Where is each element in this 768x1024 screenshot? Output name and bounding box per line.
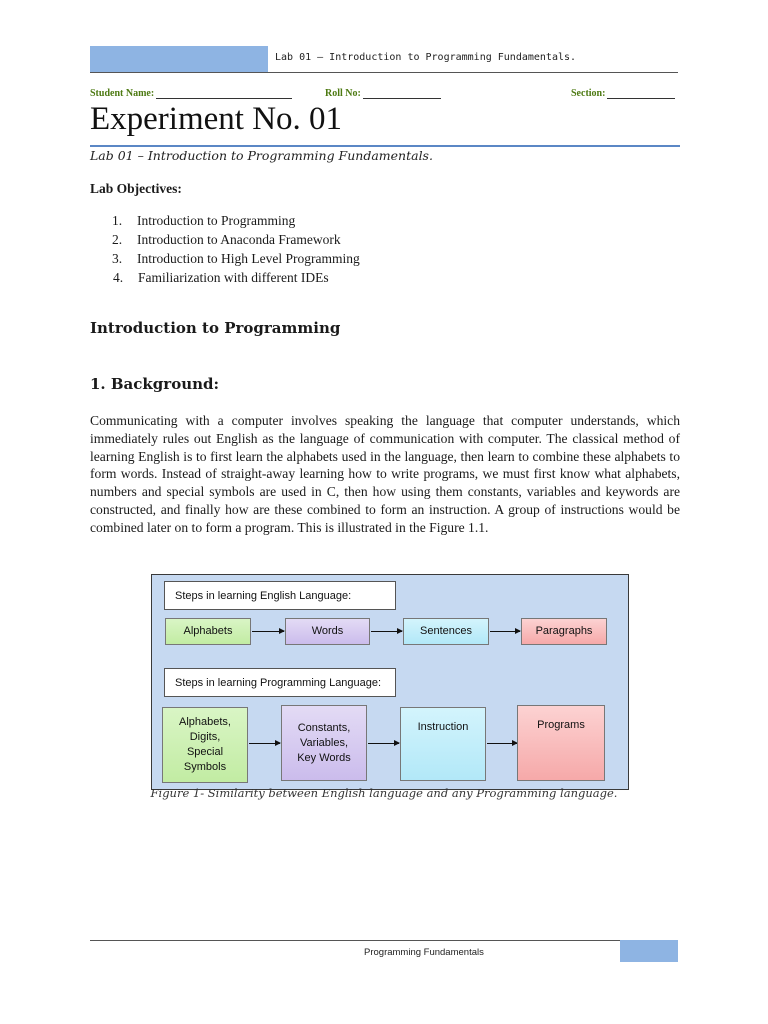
- english-step-sentences: Sentences: [403, 618, 489, 645]
- list-item-number: 2.: [112, 232, 123, 247]
- list-item-text: Familiarization with different IDEs: [138, 270, 329, 285]
- arrow-icon: [490, 631, 520, 632]
- header-rule: [90, 72, 678, 73]
- title-rule: [90, 145, 680, 147]
- list-item: [112, 211, 360, 230]
- english-step-alphabets: Alphabets: [165, 618, 251, 645]
- arrow-icon: [252, 631, 284, 632]
- objectives-list: [112, 211, 360, 287]
- english-step-paragraphs: Paragraphs: [521, 618, 607, 645]
- list-item-number: 1.: [112, 213, 123, 228]
- student-name-label: Student Name:: [90, 88, 155, 99]
- objectives-heading: Lab Objectives:: [90, 181, 182, 196]
- list-item-text: Introduction to Anaconda Framework: [137, 232, 341, 247]
- figure-caption: Figure 1- Similarity between English language and any Programming language.: [150, 786, 618, 800]
- english-step-words: Words: [285, 618, 370, 645]
- list-item: [112, 249, 360, 268]
- programming-steps-label: Steps in learning Programming Language:: [164, 668, 396, 697]
- page-title: Experiment No. 01: [90, 101, 343, 137]
- list-item-text: Introduction to Programming: [137, 213, 296, 228]
- learning-steps-figure: [151, 574, 629, 790]
- section-heading: Introduction to Programming: [90, 319, 341, 337]
- list-item-text: Introduction to High Level Programming: [137, 251, 360, 266]
- roll-no-field: [325, 88, 441, 99]
- section-field: [571, 88, 675, 99]
- page-subtitle: Lab 01 – Introduction to Programming Fundamentals.: [90, 148, 433, 163]
- section-blank: [607, 98, 675, 99]
- list-item: [113, 268, 360, 287]
- arrow-icon: [487, 743, 517, 744]
- footer-text: Programming Fundamentals: [364, 947, 484, 958]
- footer-rule: [90, 940, 620, 941]
- arrow-icon: [371, 631, 402, 632]
- programming-step-constants: Constants, Variables, Key Words: [281, 705, 367, 781]
- programming-step-programs: Programs: [517, 705, 605, 781]
- footer-accent-bar: [620, 940, 678, 962]
- header-lab-title: Lab 01 – Introduction to Programming Fundamentals.: [275, 52, 577, 63]
- english-steps-label: Steps in learning English Language:: [164, 581, 396, 610]
- student-name-blank: [156, 98, 292, 99]
- header-accent-bar: [90, 46, 268, 72]
- list-item-number: 3.: [112, 251, 123, 266]
- roll-no-label: Roll No:: [325, 88, 361, 99]
- arrow-icon: [249, 743, 280, 744]
- student-name-field: [90, 88, 292, 99]
- arrow-icon: [368, 743, 399, 744]
- list-item-number: 4.: [113, 270, 124, 285]
- section-label: Section:: [571, 88, 606, 99]
- programming-step-instruction: Instruction: [400, 707, 486, 781]
- programming-step-alphabets: Alphabets, Digits, Special Symbols: [162, 707, 248, 783]
- background-heading: 1. Background:: [90, 375, 220, 393]
- background-paragraph: Communicating with a computer involves speaking the language that computer understands, which immediately rules out English as the language of communication with computer. The classical method of learning English is to first learn the alphabets used in the language, then learn to combine these alphabets to form words. Instead of straight-away learning how to write programs, we must first know what alphabets, numbers and special symbols are used in C, then how using them constants, variables and keywords are constructed, and finally how are these combined to form an instruction. A group of instructions would be combined later on to form a program. This is illustrated in the Figure 1.1.: [90, 413, 680, 535]
- list-item: [112, 230, 360, 249]
- roll-no-blank: [363, 98, 441, 99]
